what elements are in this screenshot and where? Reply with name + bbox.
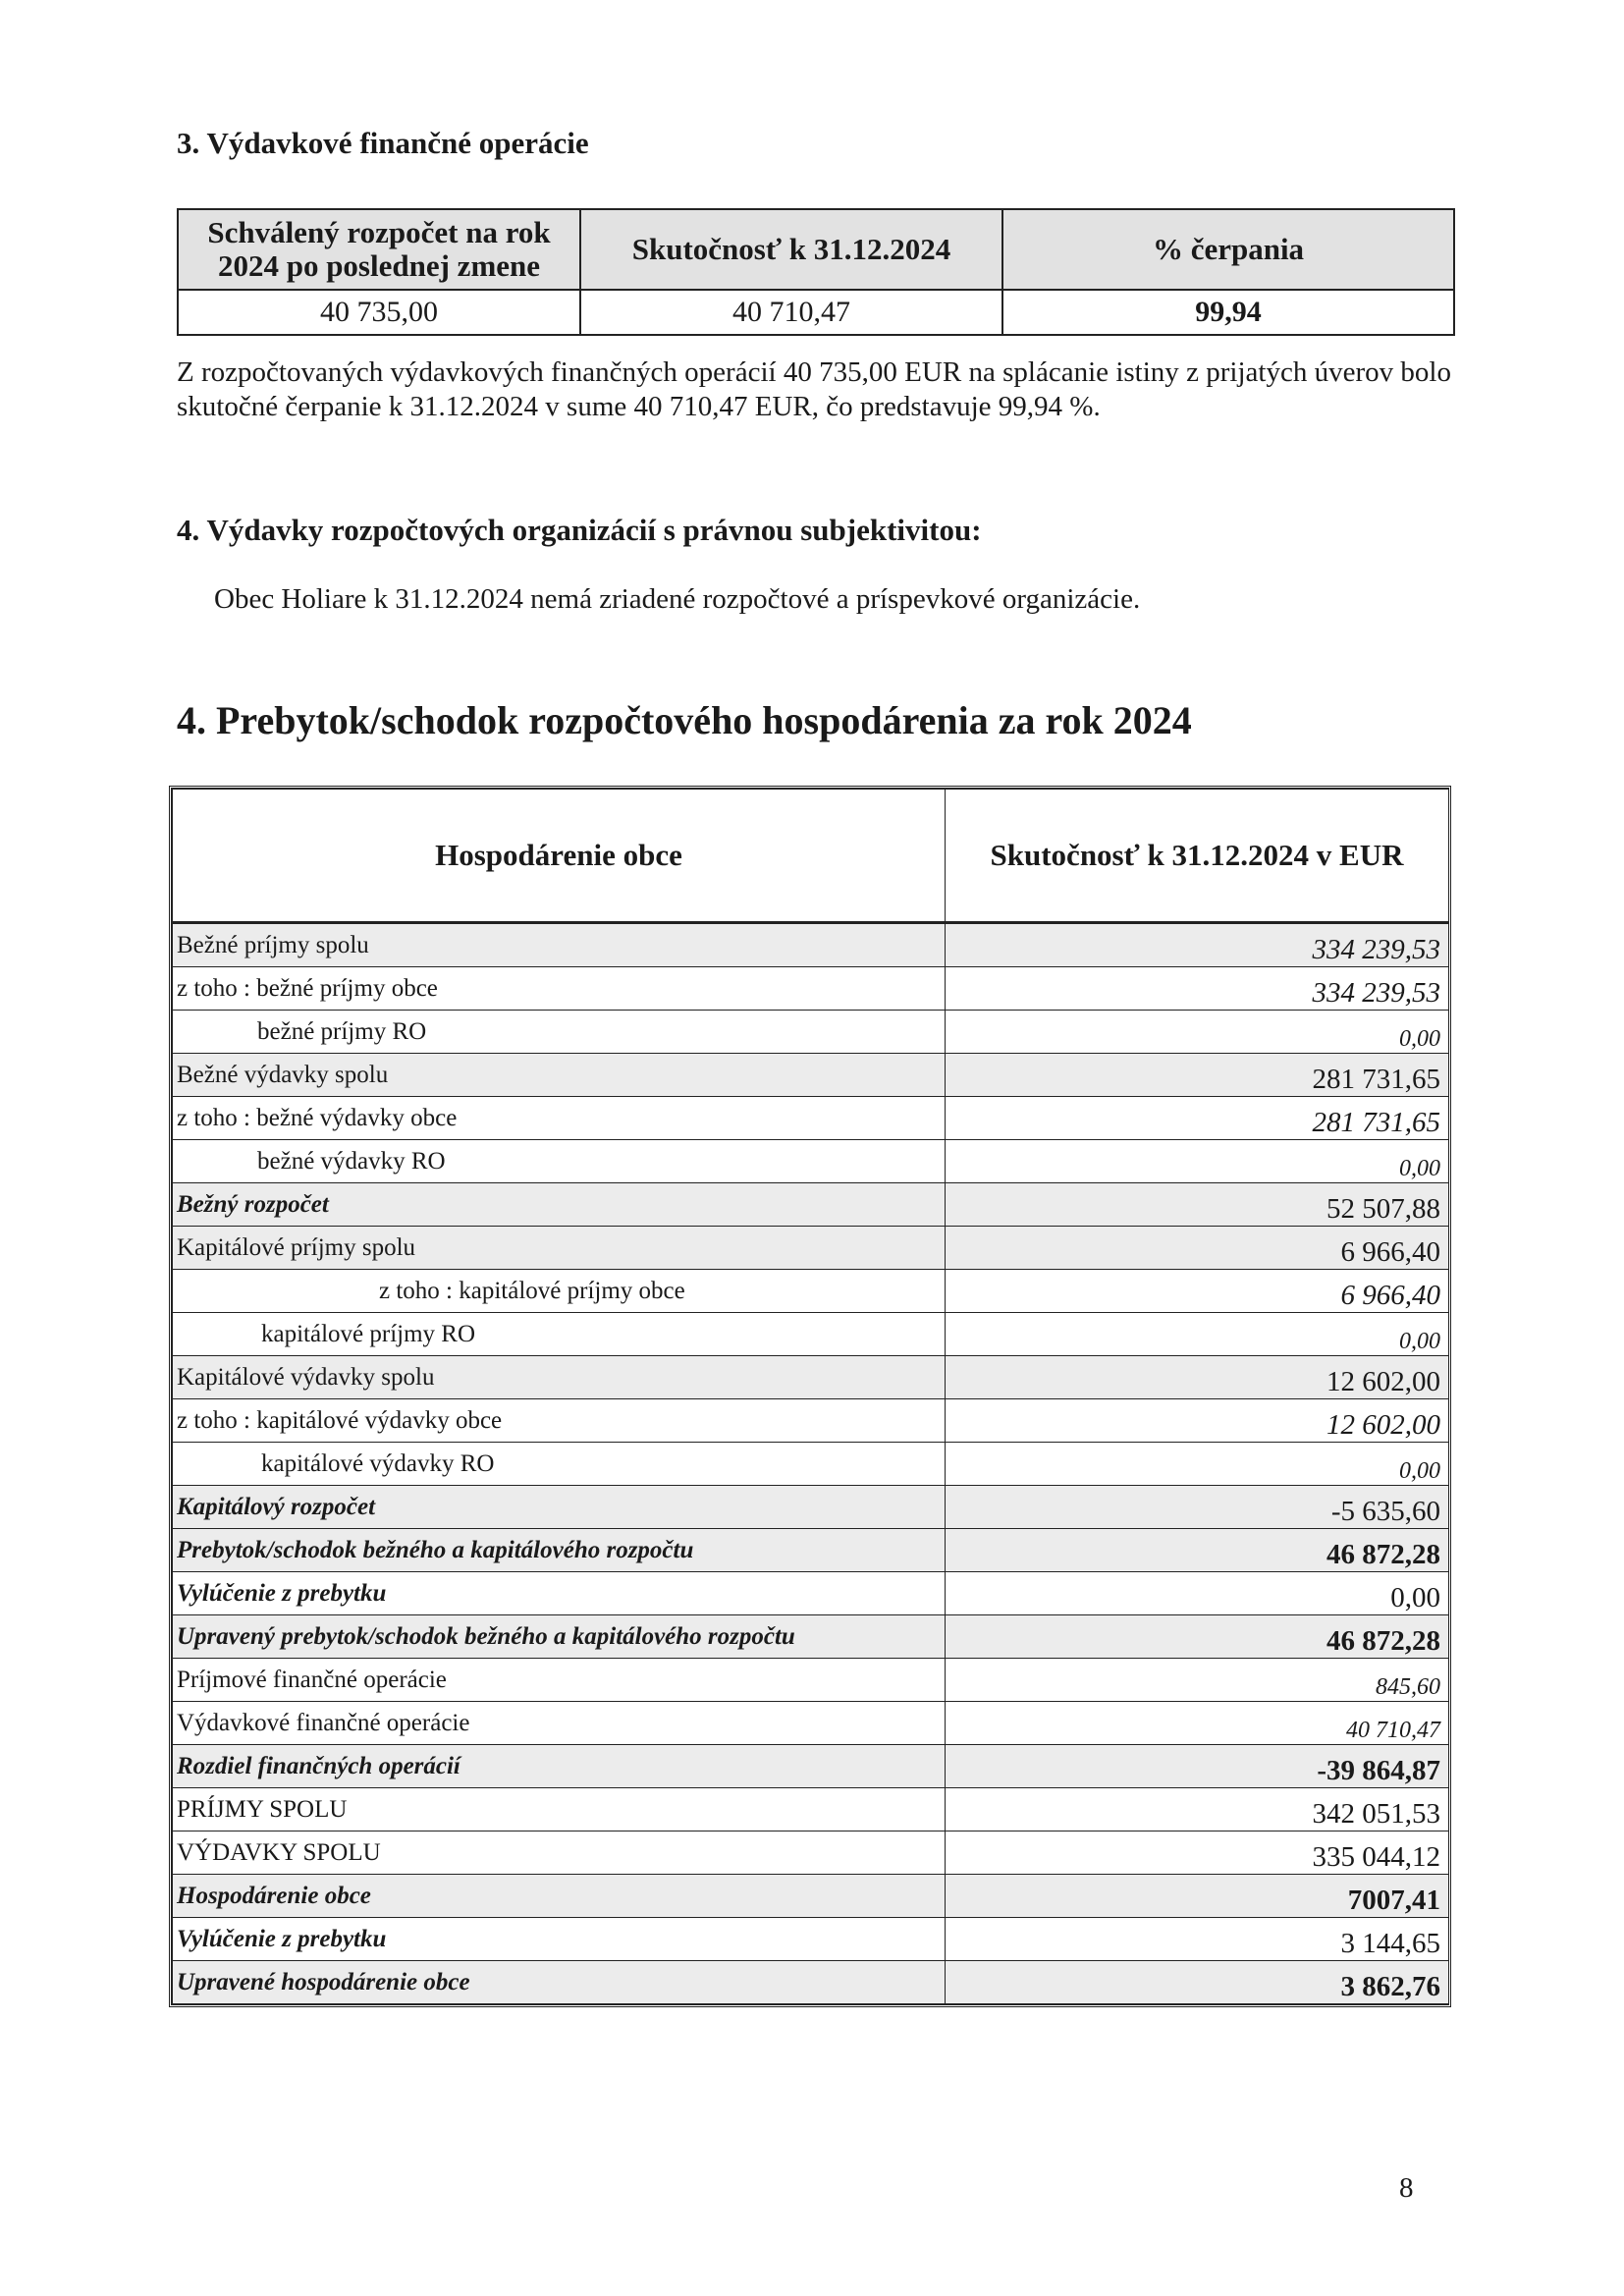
section-3-title: 3. Výdavkové finančné operácie (177, 126, 589, 160)
row-label: z toho : kapitálové príjmy obce (173, 1270, 946, 1313)
row-value: 0,00 (946, 1140, 1449, 1183)
table-row (173, 1011, 1449, 1054)
table-row (173, 1572, 1449, 1615)
row-value: 281 731,65 (946, 1097, 1449, 1140)
table-row (173, 1918, 1449, 1961)
row-label: Výdavkové finančné operácie (173, 1702, 946, 1745)
row-label: kapitálové výdavky RO (173, 1443, 946, 1486)
row-label: Prebytok/schodok bežného a kapitálového rozpočtu (173, 1529, 946, 1572)
header-actual: Skutočnosť k 31.12.2024 (580, 209, 1002, 290)
row-value: 845,60 (946, 1659, 1449, 1702)
row-value: 0,00 (946, 1443, 1449, 1486)
row-value: -5 635,60 (946, 1486, 1449, 1529)
header-percent: % čerpania (1002, 209, 1454, 290)
row-label: VÝDAVKY SPOLU (173, 1831, 946, 1875)
header-municipal-management: Hospodárenie obce (173, 790, 946, 923)
row-label: Vylúčenie z prebytku (173, 1918, 946, 1961)
row-value: 334 239,53 (946, 967, 1449, 1011)
table-row (173, 1097, 1449, 1140)
table-row (173, 1054, 1449, 1097)
row-value: 6 966,40 (946, 1227, 1449, 1270)
row-label: Bežný rozpočet (173, 1183, 946, 1227)
row-value: 40 710,47 (946, 1702, 1449, 1745)
row-label: Príjmové finančné operácie (173, 1659, 946, 1702)
row-value: 12 602,00 (946, 1356, 1449, 1399)
table-row (173, 1529, 1449, 1572)
row-value: 52 507,88 (946, 1183, 1449, 1227)
table-row (173, 1356, 1449, 1399)
row-value: 0,00 (946, 1572, 1449, 1615)
table-row (178, 290, 1454, 335)
table-row (173, 1399, 1449, 1443)
table-row (173, 1183, 1449, 1227)
row-label: PRÍJMY SPOLU (173, 1788, 946, 1831)
row-label: Kapitálové výdavky spolu (173, 1356, 946, 1399)
table-row (173, 1443, 1449, 1486)
table-row (173, 1615, 1449, 1659)
table-row (173, 1961, 1449, 2004)
row-label: z toho : bežné výdavky obce (173, 1097, 946, 1140)
table-header-row (178, 209, 1454, 290)
row-label: Bežné výdavky spolu (173, 1054, 946, 1097)
section-4a-title: 4. Výdavky rozpočtových organizácií s právnou subjektivitou: (177, 513, 982, 547)
row-value: 46 872,28 (946, 1529, 1449, 1572)
row-label: Rozdiel finančných operácií (173, 1745, 946, 1788)
row-value: 3 144,65 (946, 1918, 1449, 1961)
section-4b-title: 4. Prebytok/schodok rozpočtového hospodárenia za rok 2024 (177, 698, 1192, 742)
expenditure-operations-table (177, 208, 1455, 336)
row-value: 0,00 (946, 1313, 1449, 1356)
table-row (173, 967, 1449, 1011)
row-value: 334 239,53 (946, 923, 1449, 967)
row-label: Upravený prebytok/schodok bežného a kapitálového rozpočtu (173, 1615, 946, 1659)
row-label: z toho : kapitálové výdavky obce (173, 1399, 946, 1443)
row-value: -39 864,87 (946, 1745, 1449, 1788)
row-label: bežné príjmy RO (173, 1011, 946, 1054)
table-row (173, 1486, 1449, 1529)
row-label: Bežné príjmy spolu (173, 923, 946, 967)
table-row (173, 1659, 1449, 1702)
table-row (173, 1270, 1449, 1313)
row-label: kapitálové príjmy RO (173, 1313, 946, 1356)
table-header-row (173, 790, 1449, 923)
row-value: 7007,41 (946, 1875, 1449, 1918)
row-label: Vylúčenie z prebytku (173, 1572, 946, 1615)
header-actual-eur: Skutočnosť k 31.12.2024 v EUR (946, 790, 1449, 923)
section-3-paragraph: Z rozpočtovaných výdavkových finančných operácií 40 735,00 EUR na splácanie istiny z prijatých úverov bolo skutočné čerpanie k 31.12.2024 v sume 40 710,47 EUR, čo predstavuje 99,94 %. (177, 356, 1451, 422)
table-row (173, 1745, 1449, 1788)
row-value: 6 966,40 (946, 1270, 1449, 1313)
value-actual: 40 710,47 (580, 290, 1002, 335)
value-approved-budget: 40 735,00 (178, 290, 580, 335)
budget-result-table (169, 786, 1451, 2007)
table-row (173, 1702, 1449, 1745)
row-value: 281 731,65 (946, 1054, 1449, 1097)
row-label: Kapitálové príjmy spolu (173, 1227, 946, 1270)
row-label: Kapitálový rozpočet (173, 1486, 946, 1529)
table-row (173, 1875, 1449, 1918)
table-row (173, 1313, 1449, 1356)
table-row (173, 1831, 1449, 1875)
table-row (173, 1227, 1449, 1270)
row-value: 342 051,53 (946, 1788, 1449, 1831)
header-approved-budget: Schválený rozpočet na rok 2024 po poslednej zmene (178, 209, 580, 290)
value-percent: 99,94 (1002, 290, 1454, 335)
row-value: 3 862,76 (946, 1961, 1449, 2004)
table-row (173, 1788, 1449, 1831)
page-number: 8 (1399, 2172, 1414, 2204)
row-value: 335 044,12 (946, 1831, 1449, 1875)
row-value: 0,00 (946, 1011, 1449, 1054)
row-value: 12 602,00 (946, 1399, 1449, 1443)
table-row (173, 1140, 1449, 1183)
row-value: 46 872,28 (946, 1615, 1449, 1659)
row-label: Hospodárenie obce (173, 1875, 946, 1918)
table-row (173, 923, 1449, 967)
row-label: bežné výdavky RO (173, 1140, 946, 1183)
section-4a-text: Obec Holiare k 31.12.2024 nemá zriadené rozpočtové a príspevkové organizácie. (214, 583, 1141, 615)
row-label: z toho : bežné príjmy obce (173, 967, 946, 1011)
row-label: Upravené hospodárenie obce (173, 1961, 946, 2004)
